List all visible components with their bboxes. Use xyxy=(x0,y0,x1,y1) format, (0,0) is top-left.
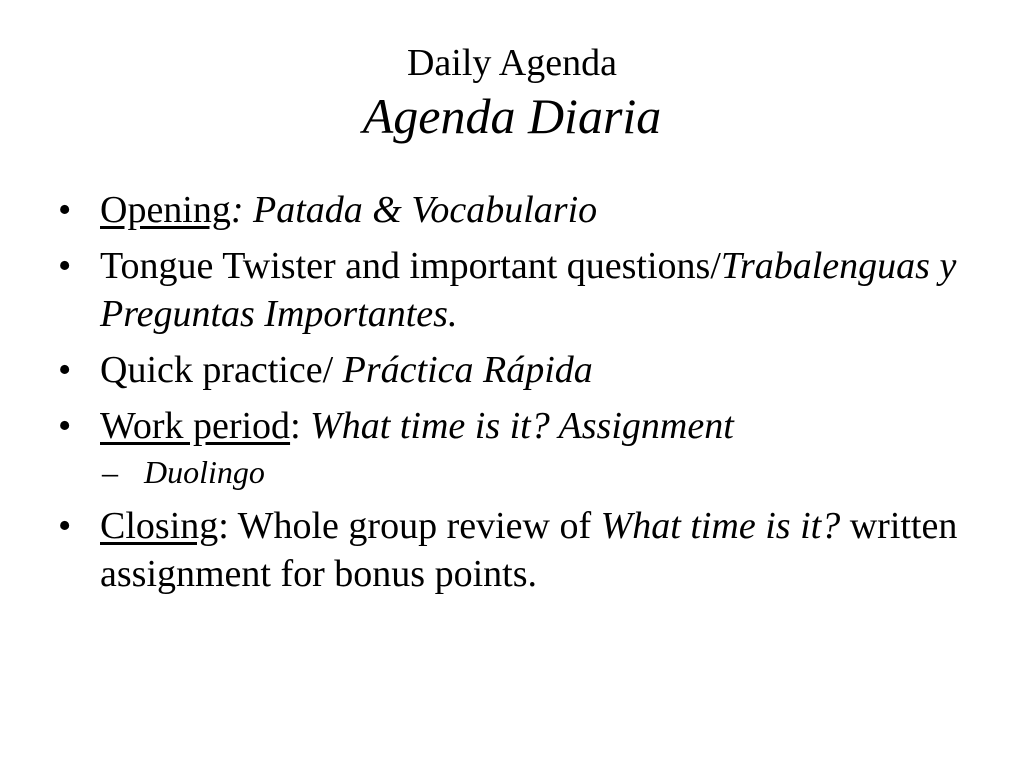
closing-text-1: : Whole group review of xyxy=(218,505,601,547)
bullet-icon: • xyxy=(58,245,72,287)
quick-practice-text-es: Práctica Rápida xyxy=(342,349,593,391)
closing-text-2: written assignment for bonus points. xyxy=(100,505,958,595)
agenda-item-work-period xyxy=(58,402,958,450)
opening-text: Patada & Vocabulario xyxy=(253,189,598,231)
bullet-icon: • xyxy=(58,505,72,547)
opening-label: Opening xyxy=(100,189,231,231)
bullet-icon: • xyxy=(58,349,72,391)
agenda-subitem-duolingo xyxy=(58,452,958,492)
tongue-twister-text-es: Trabalenguas y Preguntas Importantes. xyxy=(100,245,957,335)
closing-label: Closing xyxy=(100,505,219,547)
opening-separator: : xyxy=(230,189,254,231)
title-english: Daily Agenda xyxy=(406,42,617,84)
closing-text-italic: What time is it? xyxy=(600,505,841,547)
title-block xyxy=(0,40,1024,146)
tongue-twister-text: Tongue Twister and important questions/ xyxy=(100,245,721,287)
work-period-separator: : xyxy=(290,405,311,447)
agenda-list xyxy=(58,186,958,606)
bullet-icon: • xyxy=(58,189,72,231)
work-period-label: Work period xyxy=(100,405,291,447)
quick-practice-text: Quick practice/ xyxy=(100,349,343,391)
title-spanish: Agenda Diaria xyxy=(362,88,662,144)
agenda-item-opening xyxy=(58,186,958,234)
work-period-text: What time is it? Assignment xyxy=(310,405,734,447)
duolingo-text: Duolingo xyxy=(144,454,265,490)
agenda-item-quick-practice xyxy=(58,346,958,394)
agenda-item-closing xyxy=(58,502,958,598)
agenda-item-tongue-twister xyxy=(58,242,958,338)
dash-icon: – xyxy=(102,454,118,490)
bullet-icon: • xyxy=(58,405,72,447)
